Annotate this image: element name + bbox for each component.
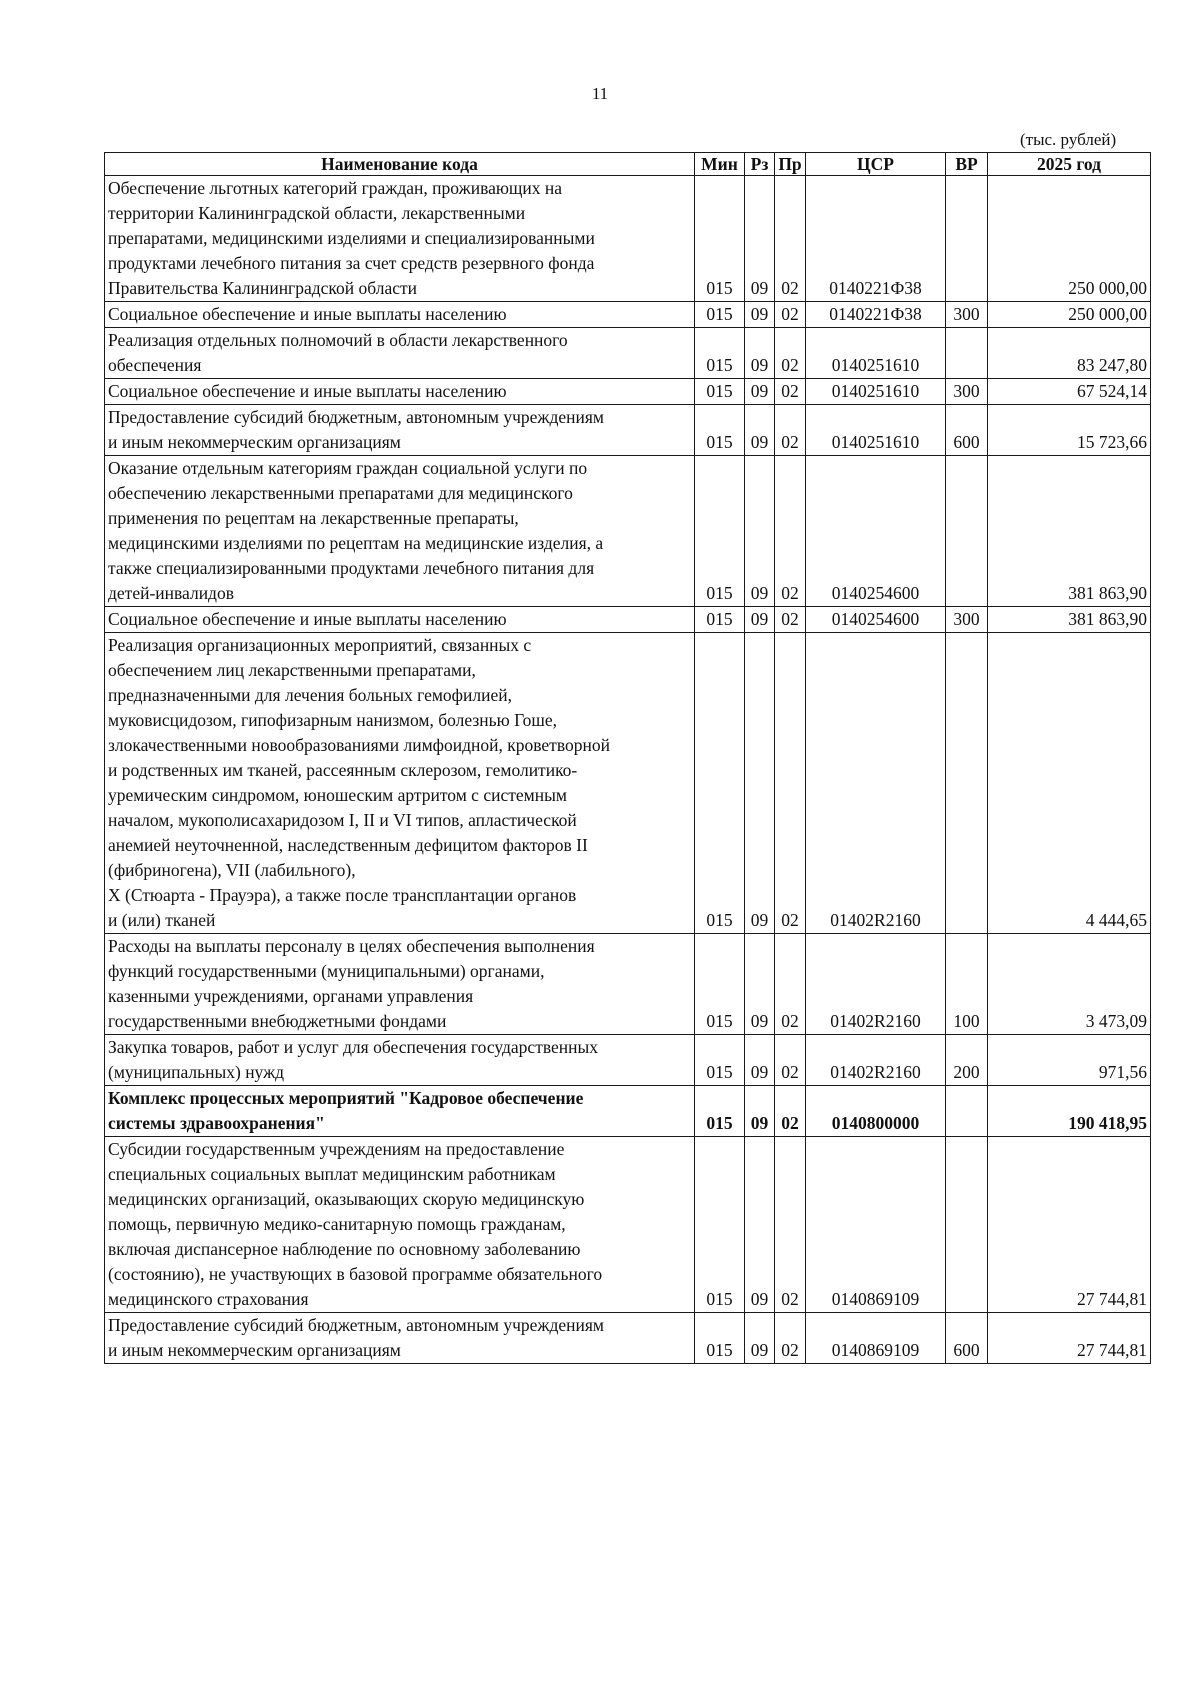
row-pr: 02 <box>775 633 806 934</box>
row-pr: 02 <box>775 1086 806 1137</box>
row-amount: 250 000,00 <box>988 302 1151 328</box>
row-rz: 09 <box>745 379 775 405</box>
row-vr: 200 <box>946 1035 988 1086</box>
row-name: Реализация отдельных полномочий в области лекарственного обеспечения <box>105 328 695 379</box>
row-pr: 02 <box>775 379 806 405</box>
table-row <box>105 1313 1151 1364</box>
row-rz: 09 <box>745 934 775 1035</box>
row-name: Реализация организационных мероприятий, связанных с обеспечением лиц лекарственными препаратами, предназначенными для лечения больных гемофилией, муковисцидозом, гипофизарным нанизмом, болезнью Гоше, злокачественными новообразованиями лимфоидной, кроветворной и родственных им тканей, рассеянным склерозом, гемолитико- уремическим синдромом, юношеским артритом с системным началом, мукополисахаридозом I, II и VI типов, апластической анемией неуточненной, наследственным дефицитом факторов II (фибриногена), VII (лабильного), X (Стюарта - Прауэра), а также после трансплантации органов и (или) тканей <box>105 633 695 934</box>
row-rz: 09 <box>745 1313 775 1364</box>
row-vr: 300 <box>946 607 988 633</box>
page-number: 11 <box>591 84 609 103</box>
row-rz: 09 <box>745 302 775 328</box>
row-csr: 0140251610 <box>806 379 946 405</box>
row-amount: 27 744,81 <box>988 1313 1151 1364</box>
table-header-row <box>105 153 1151 176</box>
row-csr: 0140251610 <box>806 405 946 456</box>
row-rz: 09 <box>745 328 775 379</box>
row-csr: 01402R2160 <box>806 934 946 1035</box>
row-name: Социальное обеспечение и иные выплаты населению <box>105 302 695 328</box>
row-vr: 300 <box>946 379 988 405</box>
row-min: 015 <box>695 456 745 607</box>
row-pr: 02 <box>775 456 806 607</box>
row-pr: 02 <box>775 1035 806 1086</box>
row-name: Предоставление субсидий бюджетным, автономным учреждениям и иным некоммерческим организациям <box>105 405 695 456</box>
table-row <box>105 328 1151 379</box>
table-row <box>105 934 1151 1035</box>
header-name: Наименование кода <box>105 153 695 176</box>
row-pr: 02 <box>775 328 806 379</box>
row-csr: 01402R2160 <box>806 633 946 934</box>
header-csr: ЦСР <box>806 153 946 176</box>
row-pr: 02 <box>775 302 806 328</box>
row-amount: 83 247,80 <box>988 328 1151 379</box>
row-vr <box>946 633 988 934</box>
row-csr: 0140254600 <box>806 607 946 633</box>
row-vr: 600 <box>946 405 988 456</box>
row-name: Социальное обеспечение и иные выплаты населению <box>105 379 695 405</box>
budget-table <box>104 152 1151 1364</box>
row-min: 015 <box>695 1086 745 1137</box>
row-csr: 0140254600 <box>806 456 946 607</box>
row-pr: 02 <box>775 607 806 633</box>
row-rz: 09 <box>745 1137 775 1313</box>
row-csr: 01402R2160 <box>806 1035 946 1086</box>
row-rz: 09 <box>745 456 775 607</box>
row-min: 015 <box>695 379 745 405</box>
row-name: Оказание отдельным категориям граждан социальной услуги по обеспечению лекарственными препаратами для медицинского применения по рецептам на лекарственные препараты, медицинскими изделиями по рецептам на медицинские изделия, а также специализированными продуктами лечебного питания для детей-инвалидов <box>105 456 695 607</box>
row-pr: 02 <box>775 934 806 1035</box>
row-amount: 15 723,66 <box>988 405 1151 456</box>
row-rz: 09 <box>745 176 775 302</box>
table-row <box>105 1137 1151 1313</box>
row-vr: 300 <box>946 302 988 328</box>
row-rz: 09 <box>745 1086 775 1137</box>
row-min: 015 <box>695 1137 745 1313</box>
row-min: 015 <box>695 328 745 379</box>
row-min: 015 <box>695 607 745 633</box>
table-row <box>105 1035 1151 1086</box>
row-vr <box>946 328 988 379</box>
row-name: Расходы на выплаты персоналу в целях обеспечения выполнения функций государственными (муниципальными) органами, казенными учреждениями, органами управления государственными внебюджетными фондами <box>105 934 695 1035</box>
row-min: 015 <box>695 934 745 1035</box>
row-min: 015 <box>695 1313 745 1364</box>
row-amount: 3 473,09 <box>988 934 1151 1035</box>
row-name: Субсидии государственным учреждениям на предоставление специальных социальных выплат медицинским работникам медицинских организаций, оказывающих скорую медицинскую помощь, первичную медико-санитарную помощь гражданам, включая диспансерное наблюдение по основному заболеванию (состоянию), не участвующих в базовой программе обязательного медицинского страхования <box>105 1137 695 1313</box>
table-row <box>105 456 1151 607</box>
row-amount: 381 863,90 <box>988 607 1151 633</box>
row-vr <box>946 1086 988 1137</box>
row-amount: 27 744,81 <box>988 1137 1151 1313</box>
row-name: Предоставление субсидий бюджетным, автономным учреждениям и иным некоммерческим организациям <box>105 1313 695 1364</box>
row-rz: 09 <box>745 607 775 633</box>
row-name: Закупка товаров, работ и услуг для обеспечения государственных (муниципальных) нужд <box>105 1035 695 1086</box>
row-rz: 09 <box>745 633 775 934</box>
table-row <box>105 405 1151 456</box>
row-pr: 02 <box>775 1313 806 1364</box>
row-vr: 100 <box>946 934 988 1035</box>
header-vr: ВР <box>946 153 988 176</box>
table-row <box>105 379 1151 405</box>
row-name: Комплекс процессных мероприятий "Кадровое обеспечение системы здравоохранения" <box>105 1086 695 1137</box>
row-min: 015 <box>695 176 745 302</box>
units-label: (тыс. рублей) <box>1020 130 1117 149</box>
row-csr: 0140869109 <box>806 1137 946 1313</box>
row-pr: 02 <box>775 176 806 302</box>
row-rz: 09 <box>745 1035 775 1086</box>
table-row <box>105 633 1151 934</box>
row-amount: 4 444,65 <box>988 633 1151 934</box>
row-csr: 0140869109 <box>806 1313 946 1364</box>
table-row <box>105 302 1151 328</box>
row-name: Социальное обеспечение и иные выплаты населению <box>105 607 695 633</box>
row-csr: 0140221Ф38 <box>806 176 946 302</box>
table-row <box>105 607 1151 633</box>
row-amount: 971,56 <box>988 1035 1151 1086</box>
row-pr: 02 <box>775 1137 806 1313</box>
row-csr: 0140251610 <box>806 328 946 379</box>
row-pr: 02 <box>775 405 806 456</box>
header-amount: 2025 год <box>988 153 1151 176</box>
row-amount: 190 418,95 <box>988 1086 1151 1137</box>
row-vr <box>946 456 988 607</box>
table-row <box>105 1086 1151 1137</box>
row-min: 015 <box>695 1035 745 1086</box>
table-body <box>105 176 1151 1364</box>
row-min: 015 <box>695 633 745 934</box>
header-pr: Пр <box>775 153 806 176</box>
row-csr: 0140800000 <box>806 1086 946 1137</box>
row-amount: 67 524,14 <box>988 379 1151 405</box>
row-vr: 600 <box>946 1313 988 1364</box>
row-amount: 381 863,90 <box>988 456 1151 607</box>
table-row <box>105 176 1151 302</box>
row-min: 015 <box>695 302 745 328</box>
row-rz: 09 <box>745 405 775 456</box>
header-min: Мин <box>695 153 745 176</box>
row-csr: 0140221Ф38 <box>806 302 946 328</box>
row-name: Обеспечение льготных категорий граждан, проживающих на территории Калининградской области, лекарственными препаратами, медицинскими изделиями и специализированными продуктами лечебного питания за счет средств резервного фонда Правительства Калининградской области <box>105 176 695 302</box>
row-vr <box>946 1137 988 1313</box>
row-vr <box>946 176 988 302</box>
row-amount: 250 000,00 <box>988 176 1151 302</box>
row-min: 015 <box>695 405 745 456</box>
header-rz: Рз <box>745 153 775 176</box>
